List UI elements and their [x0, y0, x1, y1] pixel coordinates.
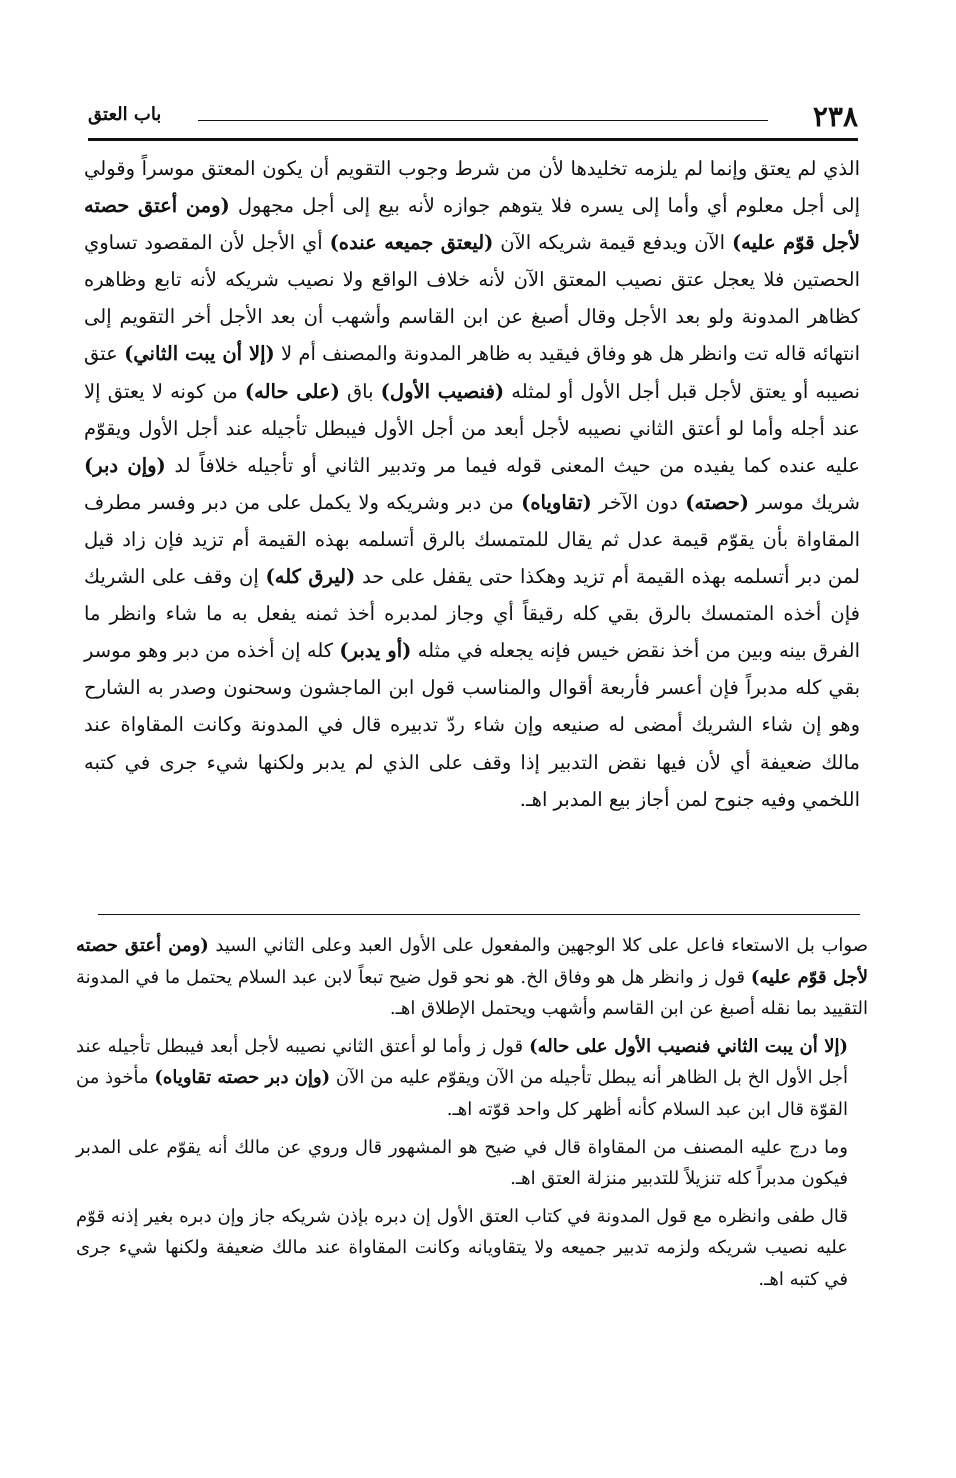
matn-quote: (ومن أعتق حصته لأجل قوّم عليه) — [84, 194, 860, 255]
matn-quote: (ليرق كله) — [265, 565, 356, 589]
text-run: قول ز وأما لو أعتق الثاني نصيبه لأجل أبعد فيبطل تأجيله عند أجل الأول الخ بل الظاهر أنه يبطل تأجيله من الآن ويقوّم عليه من الآن — [76, 1035, 848, 1089]
page-header — [88, 96, 858, 140]
text-run: أي الأجل لأن المقصود تساوي الحصتين فلا يعجل عتق نصيب المعتق الآن لأنه خلاف الواقع ولا نصيب شريكه لأنه تابع وظاهره كظاهر المدونة ولو بعد الأجل وقال أصبغ عن ابن القاسم وأشهب أن بعد الأجل أخر التقويم إلى انتهائه قاله تت وانظر هل هو وفاق فيقيد به ظاهر المدونة والمصنف أم لا — [84, 231, 861, 366]
text-run: قول ز وانظر هل هو وفاق الخ. هو نحو قول ضيح تبعاً لابن عبد السلام يحتمل ما في المدونة التقييد بما نقله أصبغ عن ابن القاسم وأشهب ويحتمل الإطلاق اهـ. — [76, 966, 868, 1020]
text-run: إن وقف على الشريك فإن أخذه المتمسك بالرق بقي كله رقيقاً أي وجاز لمدبره أخذ ثمنه يفعل به ما شاء وانظر ما الفرق بينه وبين من أخذ نقض خيس فإنه يجعله في مثله — [84, 565, 860, 663]
header-divider — [88, 138, 858, 141]
matn-quote: (إلا أن يبت الثاني) — [124, 342, 275, 366]
matn-quote: (أو يدبر) — [339, 639, 412, 663]
text-run: الآن ويدفع قيمة شريكه الآن — [493, 231, 732, 255]
text-run: عتق نصيبه أو يعتق لأجل قبل أجل الأول أو لمثله — [84, 342, 860, 403]
footnote-divider — [98, 914, 860, 915]
matn-quote: (ومن أعتق حصته لأجل قوّم عليه) — [76, 935, 868, 988]
matn-quote: (وإن دبر حصته تقاوياه) — [154, 1067, 331, 1089]
matn-quote: (حصته) — [685, 490, 749, 514]
text-run: مأخوذ من القوّة قال ابن عبد السلام كأنه أظهر كل واحد قوّته اهـ. — [76, 1067, 848, 1120]
text-run: الذي لم يعتق وإنما لم يلزمه تخليدها لأن من شرط وجوب التقويم أن يكون المعتق موسراً وقولي إلى أجل معلوم أي وأما إلى يسره فلا يتوهم جوازه لأنه بيع إلى أجل مجهول — [84, 157, 861, 218]
footnotes — [76, 930, 868, 1302]
footnote-paragraph — [76, 930, 868, 1025]
matn-quote: (وإن دبر) — [84, 453, 166, 477]
header-rule — [198, 120, 768, 121]
main-text — [84, 150, 860, 818]
matn-quote: (فنصيب الأول) — [380, 379, 505, 403]
text-run: صواب بل الاستعاء فاعل على كلا الوجهين والمفعول على الأول العبد وعلى الثاني السيد — [208, 935, 868, 956]
chapter-title: باب العتق — [88, 104, 162, 125]
text-run: من دبر وشريكه ولا يكمل على من دبر وفسر مطرف المقاواة بأن يقوّم قيمة عدل ثم يقال للمتمسك بالرق أتسلمه بهذه القيمة أم تزيد فإن زاد قيل لمن دبر أتسلمه بهذه القيمة أم تزيد وهكذا حتى يقفل على حد — [84, 490, 860, 589]
text-run: شريك موسر — [748, 490, 860, 514]
matn-quote: (إلا أن يبت الثاني فنصيب الأول على حاله) — [529, 1035, 849, 1057]
text-run: وما درج عليه المصنف من المقاواة قال في ضيح هو المشهور قال وروي عن مالك أنه يقوّم على المدبر فيكون مدبراً كله تنزيلاً للتدبير منزلة العتق اهـ. — [76, 1136, 849, 1190]
footnote-paragraph — [76, 1201, 868, 1296]
text-run: كله إن أخذه من دبر وهو موسر بقي كله مدبراً فإن أعسر فأربعة أقوال والمناسب قول ابن الماجشون وسحنون وصدر به الشارح وهو إن شاء الشريك أمضى له صنيعه وإن شاء ردّ تدبيره قال في المدونة وكانت المقاواة عند مالك ضعيفة أي لأن فيها نقض التدبير إذا وقف على الذي لم يدبر ولكنها شيء جرى في كتبه اللخمي وفيه جنوح لمن أجاز بيع المدبر اهـ. — [84, 639, 860, 811]
footnote-paragraph — [76, 1132, 868, 1195]
text-run: قال طفى وانظره مع قول المدونة في كتاب العتق الأول إن دبره بإذن شريكه جاز وإن دبره بغير إذنه قوّم عليه نصيب شريكه ولزمه تدبير جميعه ولا يتقاويانه وكانت المقاواة عند مالك ضعيفة ولكنها شيء جرى في كتبه اهـ. — [76, 1205, 848, 1290]
footnote-paragraph — [76, 1031, 868, 1126]
matn-quote: (تقاوياه) — [521, 490, 592, 514]
text-run: باق — [339, 379, 381, 403]
matn-quote: (ليعتق جميعه عنده) — [329, 231, 494, 255]
text-run: من كونه لا يعتق إلا عند أجله وأما لو أعتق الثاني نصيبه لأجل أبعد من أجل الأول فيبطل تأجيله عند أجل الأول ويقوّم عليه عنده كما يفيده من حيث المعنى قوله فيما مر وتدبير الثاني أو تأجيله خلافاً لد — [84, 379, 860, 477]
text-run: دون الآخر — [591, 490, 686, 514]
page-number: ٢٣٨ — [812, 100, 858, 133]
matn-quote: (على حاله) — [244, 379, 340, 403]
